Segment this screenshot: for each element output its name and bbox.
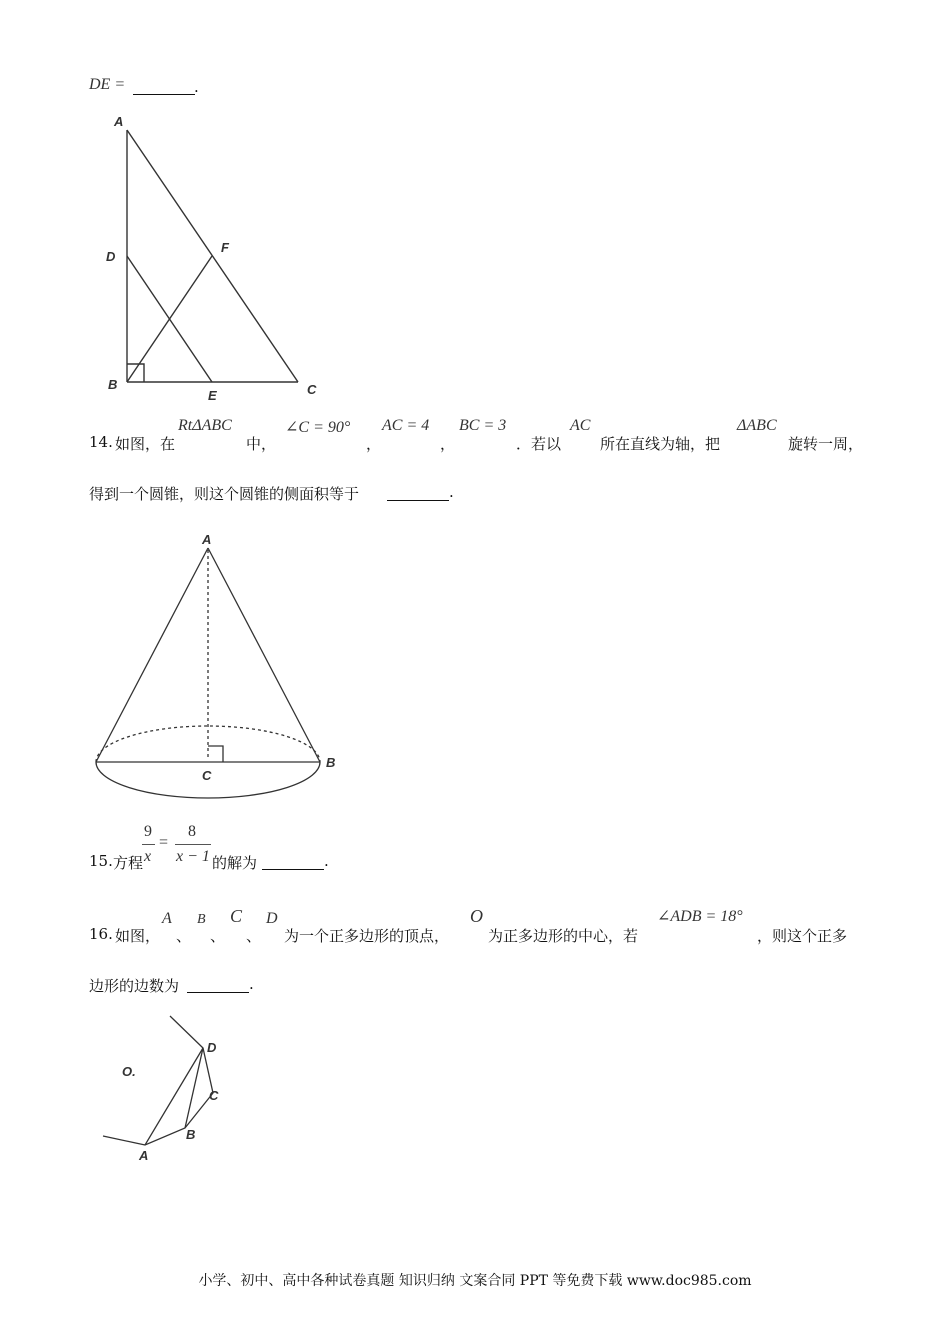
q14-math-triangle: ΔABC	[737, 417, 777, 434]
q15-text-2: 的解为	[212, 854, 258, 872]
q14-answer-blank	[387, 499, 449, 501]
polygon-label-a: A	[139, 1148, 149, 1163]
label-a: A	[114, 114, 124, 129]
q16-number: 16.	[89, 925, 113, 943]
q15-period: .	[324, 852, 329, 870]
cone-right-angle-mark	[208, 746, 223, 762]
q14-text-5: 旋转一周，	[788, 435, 864, 453]
q16-period: .	[249, 975, 254, 993]
q15-frac2-den: x − 1	[176, 848, 210, 865]
q16-sep-2: 、	[210, 927, 226, 945]
q16-math-b: B	[197, 912, 206, 927]
label-f: F	[221, 240, 229, 255]
q15-frac1-bar	[142, 844, 155, 845]
page-footer: 小学、初中、高中各种试卷真题 知识归纳 文案合同 PPT 等免费下载 www.doc985.com	[198, 1273, 752, 1289]
q15-frac1-den: x	[144, 848, 152, 865]
polygon-label-d: D	[207, 1040, 217, 1055]
label-d: D	[106, 249, 116, 264]
q14-math-axis-ac: AC	[570, 417, 591, 434]
q14-comma-1: ，	[366, 435, 382, 453]
q14-comma-2: ，	[440, 435, 456, 453]
q15-frac1-num: 9	[144, 823, 152, 840]
label-b: B	[108, 377, 118, 392]
q15-text-1: 方程	[113, 854, 144, 872]
q16-text-3: 为正多边形的中心，若	[488, 927, 639, 945]
q14-text-2: 中，	[246, 435, 277, 453]
q16-sep-1: 、	[176, 927, 192, 945]
q14-math-bc: BC = 3	[459, 417, 507, 434]
q16-text-1: 如图，	[115, 927, 161, 945]
label-c: C	[307, 382, 317, 397]
q16-math-c: C	[230, 906, 243, 926]
polygon-label-c: C	[209, 1088, 219, 1103]
cone-label-b: B	[326, 755, 336, 770]
q16-math-angle-adb: ∠ADB = 18°	[657, 908, 743, 925]
q15-frac2-num: 8	[188, 823, 196, 840]
q14-period: .	[449, 483, 454, 501]
q13-period: .	[194, 78, 199, 96]
q14-text-1: 如图，在	[115, 435, 176, 453]
figure-14-cone	[88, 528, 348, 808]
label-e: E	[208, 388, 217, 403]
q16-answer-blank	[187, 991, 249, 993]
figure-13-triangle	[100, 108, 330, 408]
q14-text-3: ．若以	[516, 435, 562, 453]
q13-lhs: DE =	[89, 76, 126, 93]
q16-sep-3: 、	[246, 927, 262, 945]
label-o-center: O.	[122, 1064, 136, 1079]
q16-math-d: D	[266, 910, 278, 927]
q15-equals: =	[159, 834, 169, 851]
q14-math-rt-triangle: RtΔABC	[178, 417, 232, 434]
q14-math-ac: AC = 4	[382, 417, 430, 434]
q14-text-line2: 得到一个圆锥，则这个圆锥的侧面积等于	[89, 485, 360, 503]
cone-label-c: C	[202, 768, 212, 783]
cone-right-slant	[208, 548, 320, 762]
q15-answer-blank	[262, 868, 324, 870]
q16-text-4: ，则这个正多	[757, 927, 848, 945]
q14-math-angle-c: ∠C = 90°	[285, 419, 351, 436]
figure-16-polygon	[95, 1008, 255, 1168]
polygon-label-b: B	[186, 1127, 196, 1142]
q16-text-line2: 边形的边数为	[89, 977, 180, 995]
q13-answer-blank	[133, 93, 195, 95]
q16-math-a: A	[162, 910, 172, 927]
cone-label-a: A	[202, 532, 212, 547]
q16-math-o: O	[470, 906, 483, 926]
polygon-edges	[103, 1016, 213, 1145]
cone-left-slant	[96, 548, 208, 762]
q13-de-expression	[89, 76, 125, 94]
q15-frac2-bar	[175, 844, 211, 845]
q15-number: 15.	[89, 852, 113, 870]
q16-text-2: 为一个正多边形的顶点，	[284, 927, 450, 945]
q14-number: 14.	[89, 433, 113, 451]
q14-text-4: 所在直线为轴，把	[600, 435, 721, 453]
